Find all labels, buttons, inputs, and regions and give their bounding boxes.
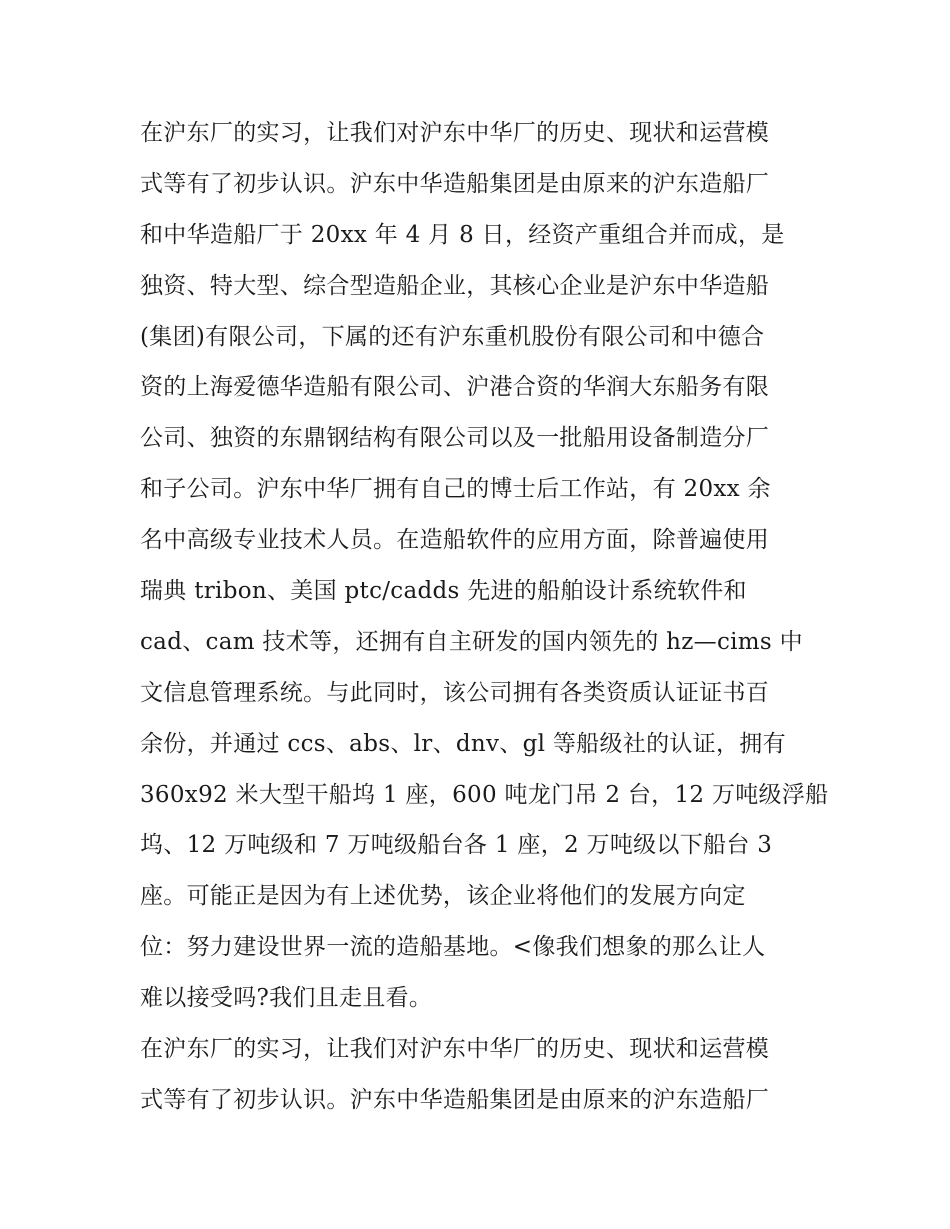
text-line: 独资、特大型、综合型造船企业，其核心企业是沪东中华造船 — [140, 272, 770, 299]
text-line: 资的上海爱德华造船有限公司、沪港合资的华润大东船务有限 — [140, 374, 770, 401]
text-line: 文信息管理系统。与此同时，该公司拥有各类资质认证证书百 — [140, 679, 770, 706]
text-line: 名中高级专业技术人员。在造船软件的应用方面，除普遍使用 — [140, 527, 770, 554]
text-line: 座。可能正是因为有上述优势，该企业将他们的发展方向定 — [140, 883, 746, 910]
body-text — [140, 108, 829, 1126]
text-line: 式等有了初步认识。沪东中华造船集团是由原来的沪东造船厂 — [140, 170, 770, 197]
text-line: 瑞典 tribon、美国 ptc/cadds 先进的船舶设计系统软件和 — [140, 578, 747, 605]
text-line: (集团)有限公司，下属的还有沪东重机股份有限公司和中德合 — [140, 323, 765, 350]
text-line: 余份，并通过 ccs、abs、lr、dnv、gl 等船级社的认证，拥有 — [140, 730, 786, 757]
text-line: 位：努力建设世界一流的造船基地。<像我们想象的那么让人 — [140, 934, 766, 961]
text-line: cad、cam 技术等，还拥有自主研发的国内领先的 hz—cims 中 — [140, 628, 803, 655]
text-line: 360x92 米大型干船坞 1 座，600 吨龙门吊 2 台，12 万吨级浮船 — [140, 781, 829, 808]
paragraph — [140, 108, 829, 1024]
text-line: 公司、独资的东鼎钢结构有限公司以及一批船用设备制造分厂 — [140, 425, 770, 452]
text-line: 坞、12 万吨级和 7 万吨级船台各 1 座，2 万吨级以下船台 3 — [140, 832, 773, 859]
text-line: 难以接受吗?我们且走且看。 — [140, 985, 433, 1012]
text-line: 在沪东厂的实习，让我们对沪东中华厂的历史、现状和运营模 — [140, 120, 770, 146]
text-line: 和中华造船厂于 20xx 年 4 月 8 日，经资产重组合并而成，是 — [140, 221, 785, 248]
text-line: 式等有了初步认识。沪东中华造船集团是由原来的沪东造船厂 — [140, 1086, 770, 1113]
paragraph — [140, 1024, 812, 1126]
text-line: 和子公司。沪东中华厂拥有自己的博士后工作站，有 20xx 余 — [140, 476, 771, 503]
text-line: 在沪东厂的实习，让我们对沪东中华厂的历史、现状和运营模 — [140, 1036, 770, 1063]
